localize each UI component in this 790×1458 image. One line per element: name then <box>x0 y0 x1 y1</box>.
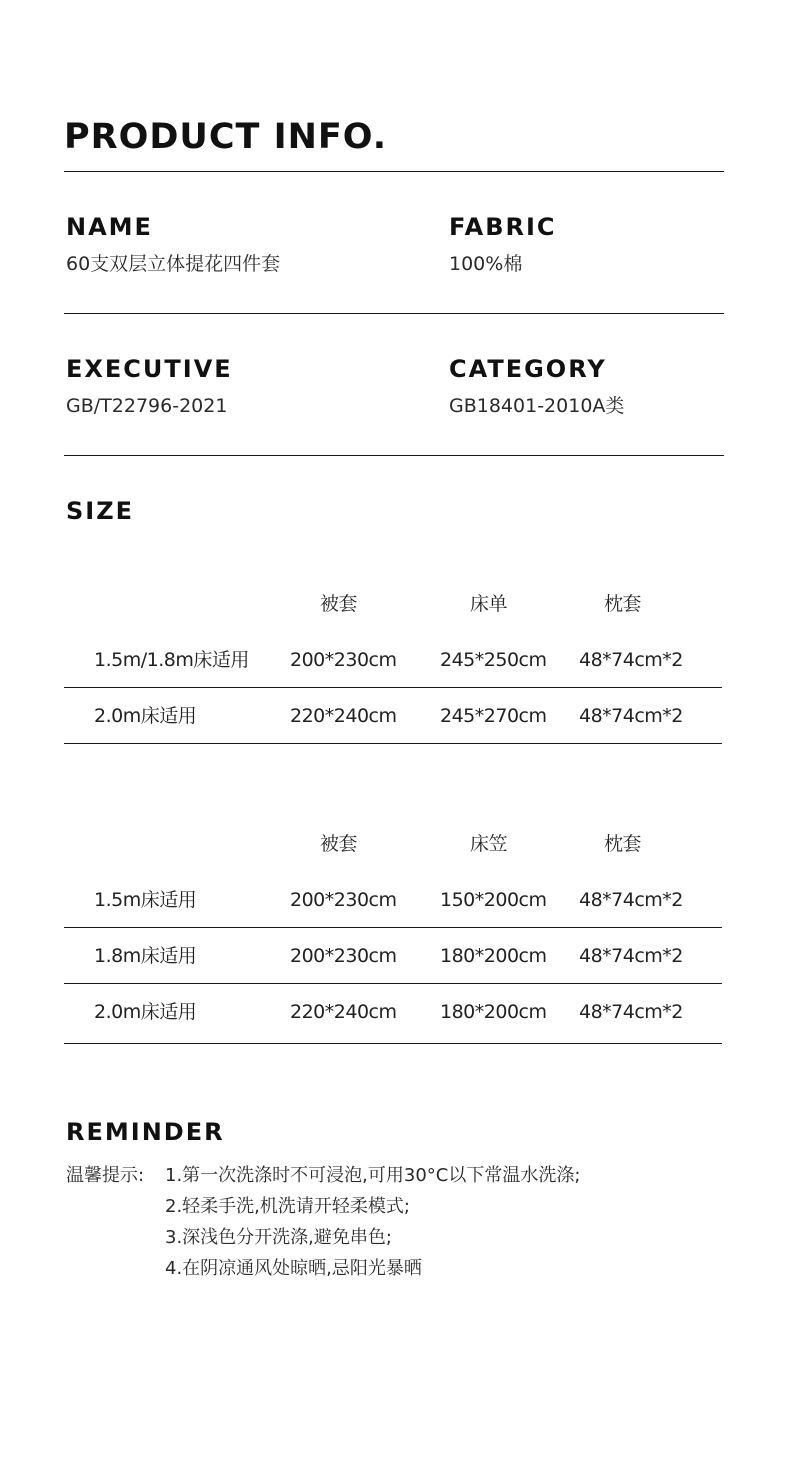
category-label: CATEGORY <box>449 355 607 383</box>
bed-size-cell: 1.5m/1.8m床适用 <box>94 649 249 671</box>
list-item: 3.深浅色分开洗涤,避免串色; <box>165 1227 392 1248</box>
list-item: 2.轻柔手洗,机洗请开轻柔模式; <box>165 1196 410 1217</box>
executive-label: EXECUTIVE <box>66 355 233 383</box>
size-table-sheet <box>64 576 722 744</box>
fitted-sheet-cell: 150*200cm <box>440 889 547 911</box>
page-title: PRODUCT INFO. <box>64 117 388 157</box>
duvet-cover-cell: 200*230cm <box>290 649 397 671</box>
bed-size-cell: 2.0m床适用 <box>94 705 197 727</box>
duvet-cover-cell: 220*240cm <box>290 1001 397 1023</box>
executive-value: GB/T22796-2021 <box>66 395 228 417</box>
list-item: 1.第一次洗涤时不可浸泡,可用30°C以下常温水洗涤; <box>165 1165 581 1186</box>
list-item: 4.在阴凉通风处晾晒,忌阳光暴晒 <box>165 1258 422 1279</box>
pillowcase-cell: 48*74cm*2 <box>579 705 683 727</box>
bed-size-cell: 2.0m床适用 <box>94 1001 197 1023</box>
reminder-label: REMINDER <box>66 1118 225 1146</box>
table-row <box>64 632 722 688</box>
fitted-sheet-cell: 180*200cm <box>440 945 547 967</box>
bed-size-cell: 1.8m床适用 <box>94 945 197 967</box>
reminder-list <box>165 1165 580 1289</box>
fabric-label: FABRIC <box>449 213 557 241</box>
table-row <box>64 984 722 1044</box>
pillowcase-cell: 48*74cm*2 <box>579 649 683 671</box>
fitted-sheet-cell: 180*200cm <box>440 1001 547 1023</box>
name-value: 60支双层立体提花四件套 <box>66 253 281 275</box>
size-label: SIZE <box>66 497 135 525</box>
section-divider <box>64 313 724 314</box>
name-label: NAME <box>66 213 153 241</box>
sheet-cell: 245*270cm <box>440 705 547 727</box>
column-header: 枕套 <box>604 833 642 855</box>
pillowcase-cell: 48*74cm*2 <box>579 889 683 911</box>
column-header: 枕套 <box>604 593 642 615</box>
title-divider <box>64 171 724 172</box>
pillowcase-cell: 48*74cm*2 <box>579 945 683 967</box>
fabric-value: 100%棉 <box>449 253 523 275</box>
duvet-cover-cell: 200*230cm <box>290 945 397 967</box>
duvet-cover-cell: 200*230cm <box>290 889 397 911</box>
column-header: 被套 <box>320 833 358 855</box>
duvet-cover-cell: 220*240cm <box>290 705 397 727</box>
table-row <box>64 872 722 928</box>
pillowcase-cell: 48*74cm*2 <box>579 1001 683 1023</box>
reminder-prefix: 温馨提示: <box>66 1165 145 1186</box>
table-row <box>64 688 722 744</box>
column-header: 被套 <box>320 593 358 615</box>
section-divider <box>64 455 724 456</box>
table-row <box>64 928 722 984</box>
column-header: 床单 <box>470 593 508 615</box>
table-header-row <box>64 576 722 632</box>
sheet-cell: 245*250cm <box>440 649 547 671</box>
category-value: GB18401-2010A类 <box>449 395 625 417</box>
size-table-fitted <box>64 816 722 1044</box>
bed-size-cell: 1.5m床适用 <box>94 889 197 911</box>
column-header: 床笠 <box>470 833 508 855</box>
table-header-row <box>64 816 722 872</box>
